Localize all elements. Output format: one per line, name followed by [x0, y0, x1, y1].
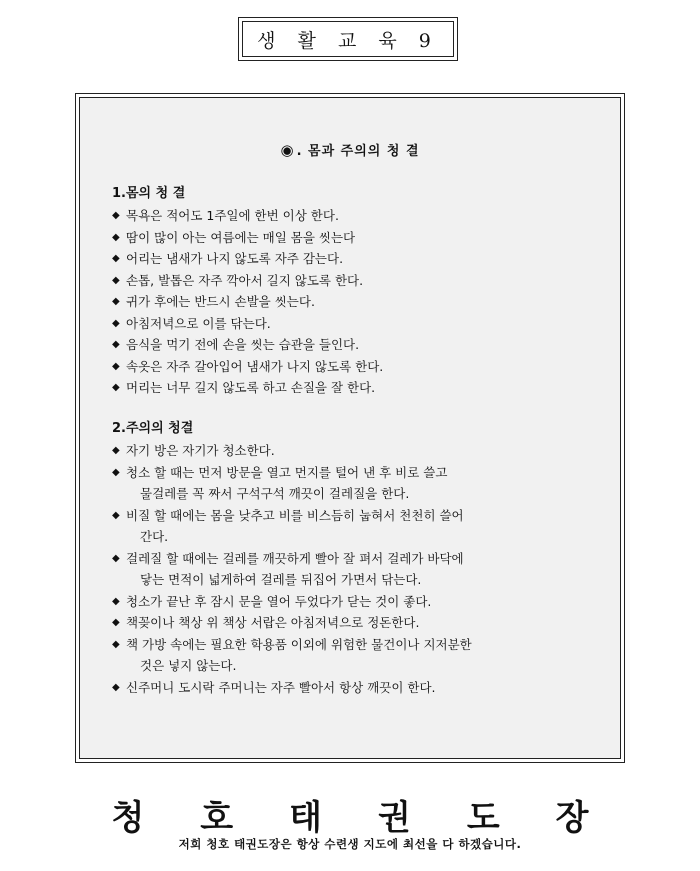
item-text: 손톱, 발톱은 자주 깍아서 길지 않도록 한다. [126, 272, 364, 288]
heading-text: . 몸과 주의의 청 결 [296, 144, 420, 159]
school-name: 청호태권도장 [111, 798, 645, 838]
list-item [112, 548, 600, 591]
list-item [112, 377, 600, 399]
item-text: 자기 방은 자기가 청소한다. [126, 443, 275, 458]
surroundings-cleanliness-section [112, 418, 600, 698]
diamond-bullet-icon: ◆ [112, 382, 120, 393]
content-panel [79, 97, 621, 759]
list-item [112, 248, 600, 270]
diamond-bullet-icon: ◆ [112, 445, 120, 456]
target-bullet-icon: ◉ [280, 141, 295, 159]
item-text: 청소가 끝난 후 잠시 문을 열어 두었다가 닫는 것이 좋다. [126, 593, 432, 609]
section-title: 2.주의의 청결 [112, 421, 194, 436]
list-item [112, 612, 600, 634]
title-frame [238, 17, 458, 61]
section-heading [80, 140, 620, 159]
diamond-bullet-icon: ◆ [112, 595, 120, 607]
list-item [112, 677, 600, 699]
motto: 저희 청호 태권도장은 항상 수련생 지도에 최선을 다 하겠습니다. [178, 837, 522, 851]
item-text: 목욕은 적어도 1주일에 한번 이상 한다. [126, 208, 339, 223]
diamond-bullet-icon: ◆ [112, 638, 120, 650]
list-item [112, 291, 600, 313]
diamond-bullet-icon: ◆ [112, 253, 120, 264]
item-text-continued: 것은 넣지 않는다. [140, 658, 237, 673]
item-list [112, 440, 600, 698]
item-text-continued: 간다. [140, 529, 169, 544]
item-text: 속옷은 자주 갈아입어 냄새가 나지 않도록 한다. [126, 358, 384, 374]
list-item [112, 356, 600, 378]
item-text: 책 가방 속에는 필요한 학용품 이외에 위험한 물건이나 지저분한 [126, 636, 472, 652]
item-text: 청소 할 때는 먼저 방문을 열고 먼지를 털어 낸 후 비로 쓸고 [126, 464, 448, 480]
list-item [112, 270, 600, 292]
item-text: 귀가 후에는 반드시 손발을 씻는다. [126, 294, 315, 309]
item-text: 아침저녁으로 이를 닦는다. [126, 315, 271, 331]
item-text: 머리는 너무 길지 않도록 하고 손질을 잘 한다. [126, 380, 376, 395]
diamond-bullet-icon: ◆ [112, 681, 120, 693]
body-cleanliness-section [112, 183, 600, 399]
item-text: 신주머니 도시락 주머니는 자주 빨아서 항상 깨끗이 한다. [126, 679, 436, 695]
diamond-bullet-icon: ◆ [112, 296, 120, 307]
content-frame [75, 93, 625, 763]
list-item [112, 634, 600, 677]
list-item [112, 591, 600, 613]
section-title: 1.몸의 청 결 [112, 186, 186, 201]
diamond-bullet-icon: ◆ [112, 231, 120, 243]
diamond-bullet-icon: ◆ [112, 339, 120, 350]
diamond-bullet-icon: ◆ [112, 466, 120, 478]
page-title: 생 활 교 육 9 [242, 21, 454, 57]
diamond-bullet-icon: ◆ [112, 552, 120, 564]
item-list [112, 205, 600, 399]
list-item [112, 205, 600, 227]
list-item [112, 227, 600, 249]
diamond-bullet-icon: ◆ [112, 360, 120, 372]
list-item [112, 334, 600, 356]
item-text: 땀이 많이 아는 여름에는 매일 몸을 씻는다 [126, 229, 356, 245]
item-text: 책꽂이나 책상 위 책상 서랍은 아침저녁으로 정돈한다. [126, 615, 420, 630]
item-text-continued: 물걸레를 꼭 짜서 구석구석 깨끗이 걸레질을 한다. [140, 486, 410, 501]
item-text: 어리는 냄새가 나지 않도록 자주 감는다. [126, 251, 344, 266]
diamond-bullet-icon: ◆ [112, 617, 120, 628]
diamond-bullet-icon: ◆ [112, 509, 120, 521]
diamond-bullet-icon: ◆ [112, 317, 120, 329]
diamond-bullet-icon: ◆ [112, 274, 120, 286]
item-text: 걸레질 할 때에는 걸레를 깨끗하게 빨아 잘 펴서 걸레가 바닥에 [126, 550, 464, 566]
list-item [112, 462, 600, 505]
list-item [112, 440, 600, 462]
list-item [112, 505, 600, 548]
item-text: 음식을 먹기 전에 손을 씻는 습관을 들인다. [126, 337, 360, 352]
item-text-continued: 닿는 면적이 넓게하여 걸레를 뒤집어 가면서 닦는다. [140, 572, 422, 587]
item-text: 비질 할 때에는 몸을 낮추고 비를 비스듬히 눕혀서 천천히 쓸어 [126, 507, 464, 523]
list-item [112, 313, 600, 335]
diamond-bullet-icon: ◆ [112, 210, 120, 221]
